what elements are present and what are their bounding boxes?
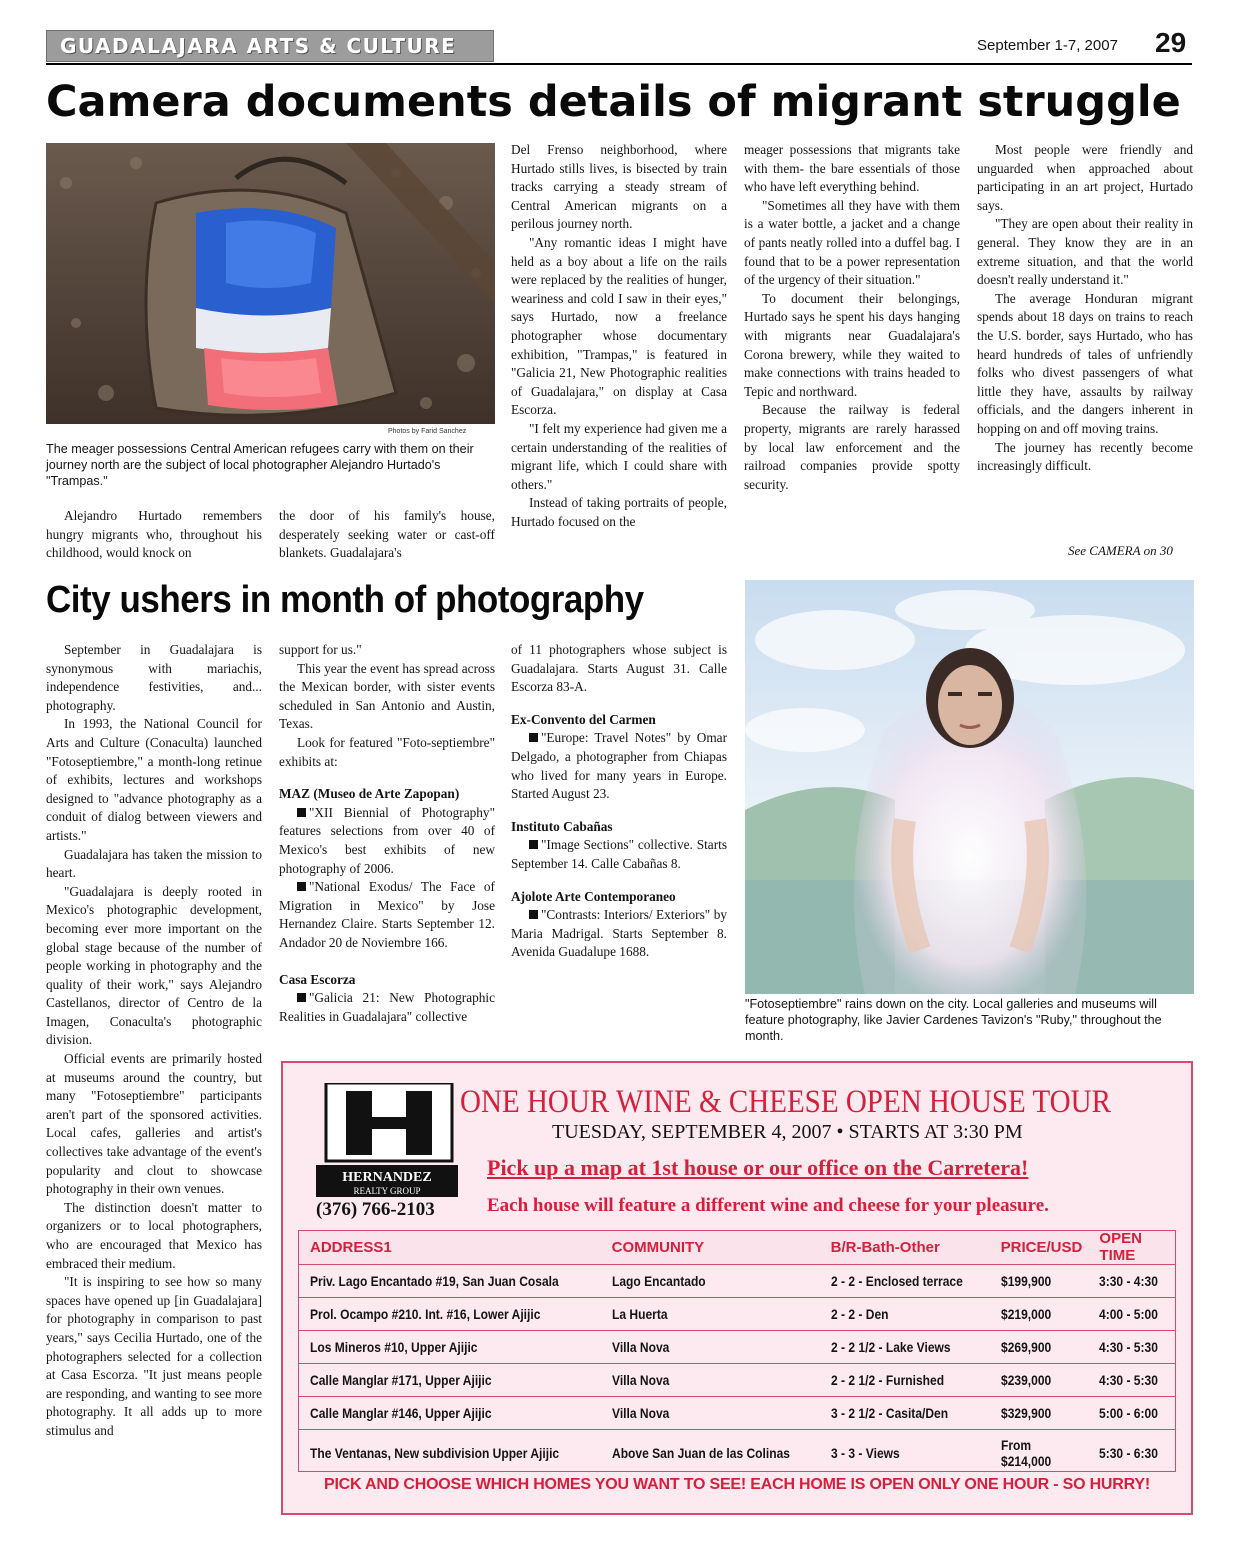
photo-duffel-bag bbox=[46, 143, 495, 424]
ad-date: TUESDAY, SEPTEMBER 4, 2007 • STARTS AT 3:30 PM bbox=[552, 1121, 1023, 1143]
cell-community: La Huerta bbox=[611, 1306, 668, 1322]
cell-community: Villa Nova bbox=[611, 1339, 670, 1355]
ad-each-line: Each house will feature a different wine and cheese for your pleasure. bbox=[487, 1195, 1049, 1216]
cell-rooms: 2 - 2 - Enclosed terrace bbox=[830, 1273, 963, 1289]
paragraph: Instead of taking portraits of people, Hurtado focused on the bbox=[511, 495, 727, 529]
story1-column-3 bbox=[511, 141, 727, 531]
paragraph: In 1993, the National Council for Arts and Culture (Conaculta) launched "Fotoseptiembre," a month-long retinue of exhibits, lectures and workshops designed to "advance photography as a conduit of dialog between viewers and artists." bbox=[46, 716, 262, 843]
cell-address: Prol. Ocampo #210. Int. #16, Lower Ajijic bbox=[310, 1306, 541, 1322]
ad-phone: (376) 766-2103 bbox=[316, 1199, 435, 1220]
venue-heading: Casa Escorza bbox=[279, 971, 356, 987]
cell-community: Lago Encantado bbox=[611, 1273, 706, 1289]
cell-rooms: 2 - 2 - Den bbox=[830, 1306, 889, 1322]
header-rule bbox=[46, 63, 1192, 65]
paragraph: Official events are primarily hosted at museums around the country, but many "Fotoseptiembre" participants aren't part of the sponsored activities. Local cafes, galleries and artist's collectives take advantage of the event's popularity and clout to showcase photography in their own venues. bbox=[46, 1051, 262, 1197]
table-header-row bbox=[298, 1230, 1176, 1265]
bullet-icon bbox=[529, 733, 538, 742]
cell-time: 3:30 - 4:30 bbox=[1099, 1273, 1159, 1289]
bullet-icon bbox=[297, 993, 306, 1002]
cell-price: From $214,000 bbox=[1000, 1436, 1051, 1469]
paragraph: of 11 photographers whose subject is Guadalajara. Starts August 31. Calle Escorza 83-A. bbox=[511, 642, 727, 695]
paragraph: This year the event has spread across the Mexican border, with sister events scheduled in San Antonio and Austin, Texas. bbox=[279, 660, 495, 732]
paragraph: Alejandro Hurtado remembers hungry migrants who, throughout his childhood, would knock on bbox=[46, 508, 262, 561]
paragraph: Look for featured "Foto-septiembre" exhibits at: bbox=[279, 734, 495, 769]
headline-migrant-story: Camera documents details of migrant struggle bbox=[46, 77, 1181, 127]
cell-time: 5:00 - 6:00 bbox=[1099, 1405, 1159, 1421]
hernandez-logo bbox=[316, 1083, 458, 1197]
cell-address: Los Mineros #10, Upper Ajijic bbox=[310, 1339, 478, 1355]
cell-address: Priv. Lago Encantado #19, San Juan Cosala bbox=[310, 1273, 559, 1289]
paragraph: "Sometimes all they have with them is a water bottle, a jacket and a change of pants neatly rolled into a duffel bag. I found that to be a power representation of the urgency of their situation." bbox=[744, 197, 960, 288]
story1-column-1 bbox=[46, 507, 262, 563]
col-header-address: ADDRESS1 bbox=[298, 1230, 600, 1265]
story2-column-3 bbox=[511, 641, 727, 962]
table-row bbox=[298, 1265, 1176, 1298]
cell-time: 4:00 - 5:00 bbox=[1099, 1306, 1159, 1322]
cell-price: $329,900 bbox=[1000, 1405, 1051, 1421]
table-row bbox=[298, 1298, 1176, 1331]
listing-item: "Contrasts: Interiors/ Exteriors" by Maria Madrigal. Starts September 8. Avenida Guadalupe 1688. bbox=[511, 907, 727, 960]
section-label: GUADALAJARA ARTS & CULTURE bbox=[60, 34, 457, 58]
story1-column-5 bbox=[977, 141, 1193, 476]
photo-caption: "Fotoseptiembre" rains down on the city. Local galleries and museums will feature photography, like Javier Cardenes Tavizon's "Ruby," throughout the month. bbox=[745, 997, 1162, 1043]
jump-line[interactable]: See CAMERA on 30 bbox=[1068, 543, 1173, 558]
bullet-icon bbox=[297, 808, 306, 817]
paragraph: The average Honduran migrant spends about 18 days on trains to reach the U.S. border, says Hurtado, who has heard hundreds of tales of unfriendly folks who divest passengers of what little they have, assaults by railway officials, and the dangers inherent in hopping on and off moving trains. bbox=[977, 290, 1193, 436]
photo-credit: Photos by Farid Sanchez bbox=[388, 428, 467, 435]
cell-rooms: 3 - 3 - Views bbox=[830, 1444, 900, 1461]
cell-community: Above San Juan de las Colinas bbox=[611, 1444, 790, 1461]
listing-item: "Galicia 21: New Photographic Realities in Guadalajara" collective bbox=[279, 990, 495, 1024]
photo-caption: The meager possessions Central American refugees carry with them on their journey north are the subject of local photographer Alejandro Hurtado's "Trampas." bbox=[46, 442, 474, 488]
cell-time: 4:30 - 5:30 bbox=[1099, 1372, 1159, 1388]
cell-rooms: 3 - 2 1/2 - Casita/Den bbox=[830, 1405, 948, 1421]
cell-price: $199,900 bbox=[1000, 1273, 1051, 1289]
issue-date: September 1-7, 2007 bbox=[977, 37, 1118, 54]
bullet-icon bbox=[297, 882, 306, 891]
story1-column-4 bbox=[744, 141, 960, 494]
paragraph: "They are open about their reality in general. They know they are in an extreme situation, and that the world doesn't really understand it." bbox=[977, 216, 1193, 288]
table-row bbox=[298, 1364, 1176, 1397]
table-row bbox=[298, 1331, 1176, 1364]
cell-price: $219,000 bbox=[1000, 1306, 1051, 1322]
paragraph: support for us." bbox=[279, 642, 362, 657]
paragraph: Because the railway is federal property, migrants are rarely harassed by local law enforcement and the railroad companies provide spotty security. bbox=[744, 402, 960, 492]
cell-community: Villa Nova bbox=[611, 1405, 670, 1421]
col-header-rooms: B/R-Bath-Other bbox=[819, 1230, 989, 1265]
cell-rooms: 2 - 2 1/2 - Furnished bbox=[830, 1372, 944, 1388]
paragraph: Del Frenso neighborhood, where Hurtado stills lives, is bisected by train tracks carrying a steady stream of Central American migrants on a perilous journey north. bbox=[511, 142, 727, 232]
story2-column-2 bbox=[279, 641, 495, 1026]
paragraph: The distinction doesn't matter to organizers or to local photographers, who are encouraged that Mexico has embraced their medium. bbox=[46, 1199, 262, 1271]
paragraph: meager possessions that migrants take with them- the bare essentials of those who have left everything behind. bbox=[744, 142, 960, 195]
col-header-time: OPEN TIME bbox=[1087, 1230, 1176, 1265]
table-row bbox=[298, 1397, 1176, 1430]
col-header-price: PRICE/USD bbox=[989, 1230, 1088, 1265]
paragraph: Guadalajara has taken the mission to heart. bbox=[46, 846, 262, 881]
cell-price: $239,000 bbox=[1000, 1372, 1051, 1388]
paragraph: "Any romantic ideas I might have held as a boy about a life on the rails were replaced by the realities of hunger, weariness and cold I saw in their eyes," says Hurtado, now a freelance photographer whose documentary exhibition, "Trampas," is featured in "Galicia 21, New Photographic realities of Guadalajara," on display at Casa Escorza. bbox=[511, 234, 727, 418]
listing-item: "National Exodus/ The Face of Migration in Mexico" by Jose Hernandez Claire. Starts September 12. Andador 20 de Noviembre 166. bbox=[279, 879, 495, 950]
open-house-table bbox=[298, 1230, 1176, 1476]
story2-column-1 bbox=[46, 641, 262, 1441]
paragraph: "Guadalajara is deeply rooted in Mexico's photographic development, becoming ever more important on the global stage because of the number of people working in photography and the quality of their work," says Alejandro Castellanos, director of Centro de la Imagen, Conaculta's photographic division. bbox=[46, 883, 262, 1048]
bullet-icon bbox=[529, 910, 538, 919]
ad-map-line: Pick up a map at 1st house or our office on the Carretera! bbox=[487, 1155, 1029, 1180]
table-row bbox=[298, 1430, 1176, 1476]
ad-footer: PICK AND CHOOSE WHICH HOMES YOU WANT TO SEE! EACH HOME IS OPEN ONLY ONE HOUR - SO HURRY! bbox=[323, 1476, 1151, 1493]
page-number: 29 bbox=[1155, 27, 1187, 58]
paragraph: The journey has recently become increasingly difficult. bbox=[977, 439, 1193, 474]
venue-heading: Ex-Convento del Carmen bbox=[511, 711, 656, 727]
photo-ruby-portrait bbox=[745, 580, 1194, 994]
venue-heading: Ajolote Arte Contemporaneo bbox=[511, 888, 676, 904]
listing-item: "Image Sections" collective. Starts September 14. Calle Cabañas 8. bbox=[511, 837, 727, 871]
cell-time: 5:30 - 6:30 bbox=[1099, 1444, 1159, 1461]
paragraph: "It is inspiring to see how so many spaces have opened up [in Guadalajara] for photography in comparison to past years," says Cecilia Hurtado, one of the photographers selected for a collection at Casa Escorza. "It just means people are responding, and wanting to see more photography. It all adds up to more stimulus and bbox=[46, 1274, 262, 1438]
cell-address: The Ventanas, New subdivision Upper Ajijic bbox=[310, 1444, 560, 1461]
ad-title: ONE HOUR WINE & CHEESE OPEN HOUSE TOUR bbox=[460, 1084, 1111, 1120]
col-header-community: COMMUNITY bbox=[600, 1230, 819, 1265]
story1-column-2 bbox=[279, 507, 495, 563]
bullet-icon bbox=[529, 840, 538, 849]
paragraph: Most people were friendly and unguarded when approached about participating in an art project, Hurtado says. bbox=[977, 142, 1193, 213]
venue-heading: MAZ (Museo de Arte Zapopan) bbox=[279, 786, 460, 802]
logo-sub: REALTY GROUP bbox=[353, 1186, 421, 1196]
paragraph: "I felt my experience had given me a certain understanding of the realities of migrant life, which I could share with others." bbox=[511, 420, 727, 492]
paragraph: the door of his family's house, desperately seeking water or cast-off blankets. Guadalajara's bbox=[279, 508, 495, 561]
cell-community: Villa Nova bbox=[611, 1372, 670, 1388]
cell-rooms: 2 - 2 1/2 - Lake Views bbox=[830, 1339, 951, 1355]
cell-address: Calle Manglar #146, Upper Ajijic bbox=[310, 1405, 492, 1421]
cell-time: 4:30 - 5:30 bbox=[1099, 1339, 1159, 1355]
headline-photography-month: City ushers in month of photography bbox=[46, 579, 644, 621]
cell-price: $269,900 bbox=[1000, 1339, 1051, 1355]
logo-name: HERNANDEZ bbox=[342, 1170, 432, 1185]
cell-address: Calle Manglar #171, Upper Ajijic bbox=[310, 1372, 492, 1388]
listing-item: "Europe: Travel Notes" by Omar Delgado, a photographer from Chiapas who lived for many years in Europe. Started August 23. bbox=[511, 730, 727, 802]
listing-item: "XII Biennial of Photography" features selections from over 40 of Mexico's best exhibits of new photography of 2006. bbox=[279, 804, 495, 876]
paragraph: September in Guadalajara is synonymous with mariachis, independence festivities, and... photography. bbox=[46, 642, 262, 713]
venue-heading: Instituto Cabañas bbox=[511, 818, 613, 834]
paragraph: To document their belongings, Hurtado says he spent his days hanging with migrants near Guadalajara's Corona brewery, while they waited to make connections with trains headed to Tepic and northward. bbox=[744, 290, 960, 399]
